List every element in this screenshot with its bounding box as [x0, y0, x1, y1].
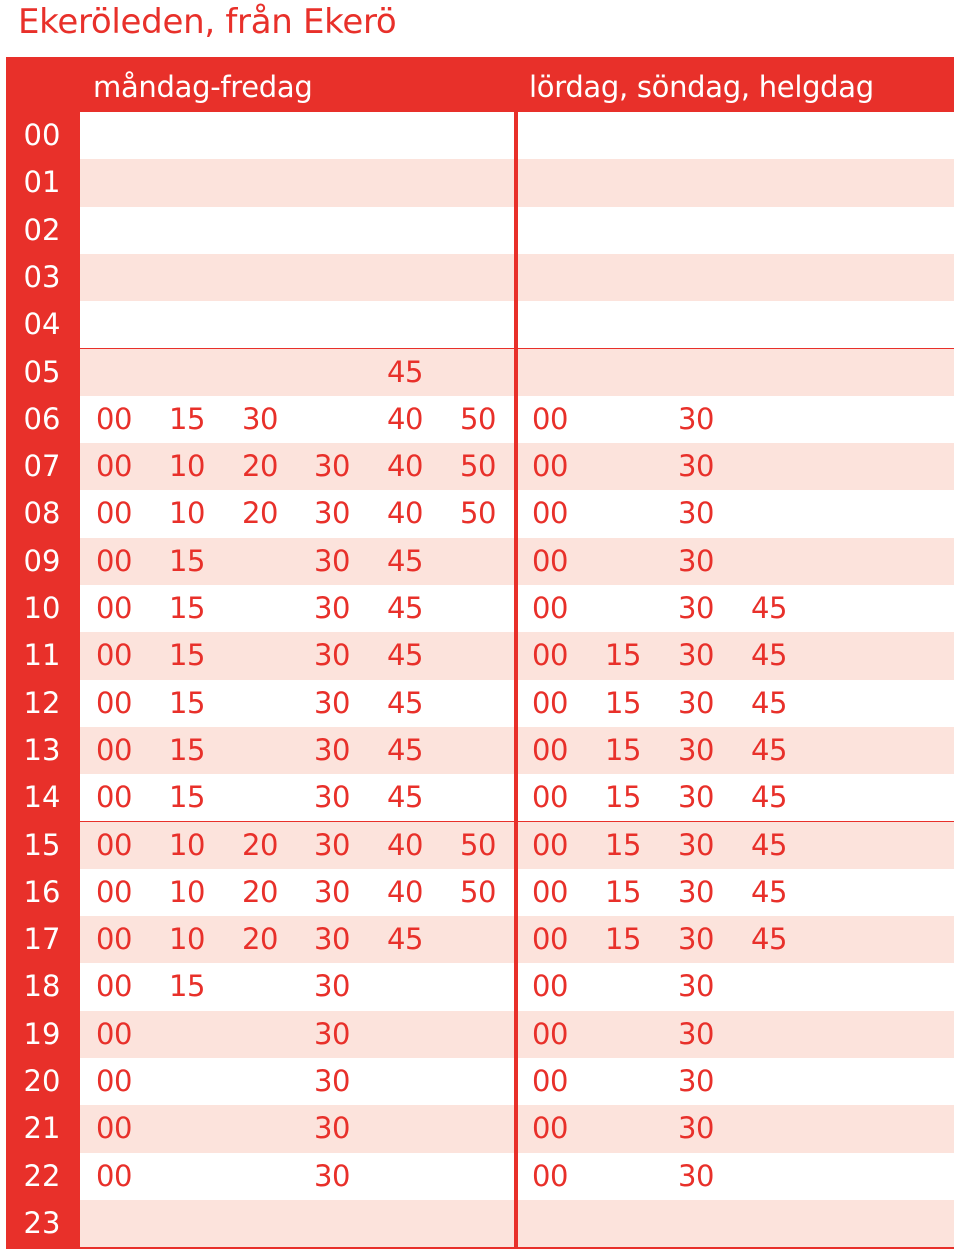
hour-label: 01: [23, 165, 61, 200]
departure-minute: 00: [532, 449, 568, 484]
weekend-cell: [518, 822, 954, 869]
departure-minute: 20: [242, 449, 278, 484]
departure-minute: 00: [96, 874, 132, 909]
departure-minute: 00: [96, 638, 132, 673]
departure-minute: 30: [314, 1111, 350, 1146]
departure-minute: 00: [532, 685, 568, 720]
weekend-cell: [518, 1200, 954, 1247]
departure-minute: 30: [314, 638, 350, 673]
departure-minute: 45: [387, 732, 423, 767]
departure-minute: 15: [605, 638, 641, 673]
departure-minute: 15: [605, 922, 641, 957]
departure-minute: 40: [387, 496, 423, 531]
departure-minute: 50: [460, 827, 496, 862]
hour-label: 16: [23, 874, 61, 909]
weekend-cell: [518, 490, 954, 537]
departure-minute: 20: [242, 922, 278, 957]
departure-minute: 00: [96, 543, 132, 578]
weekdays-cell: [80, 349, 514, 396]
departure-minute: 00: [532, 827, 568, 862]
weekend-cell: [518, 916, 954, 963]
departure-minute: 30: [314, 732, 350, 767]
page-title: Ekeröleden, från Ekerö: [18, 2, 397, 42]
table-row: [6, 254, 954, 301]
table-row: [6, 396, 954, 443]
weekend-cell: [518, 349, 954, 396]
departure-minute: 30: [678, 1064, 714, 1098]
hour-label: 13: [23, 732, 61, 767]
departure-minute: 50: [460, 874, 496, 909]
departure-minute: 45: [751, 827, 787, 862]
hour-label: 03: [23, 259, 61, 294]
table-row: [6, 1058, 954, 1105]
departure-minute: 00: [532, 1064, 568, 1098]
weekend-cell: [518, 301, 954, 348]
departure-minute: 00: [96, 1158, 132, 1193]
weekend-header: lördag, söndag, helgdag: [529, 70, 874, 104]
departure-minute: 45: [387, 354, 423, 389]
departure-minute: 30: [678, 449, 714, 484]
departure-minute: 00: [532, 969, 568, 1004]
departure-minute: 30: [678, 732, 714, 767]
departure-minute: 30: [678, 780, 714, 815]
weekend-cell: [518, 443, 954, 490]
departure-minute: 15: [605, 780, 641, 815]
departure-minute: 20: [242, 496, 278, 531]
weekdays-cell: [80, 916, 514, 963]
departure-minute: 30: [314, 1158, 350, 1193]
departure-minute: 00: [532, 591, 568, 625]
departure-minute: 30: [314, 780, 350, 815]
departure-minute: 00: [96, 1111, 132, 1146]
table-row: [6, 112, 954, 159]
departure-minute: 30: [678, 1111, 714, 1146]
table-row: [6, 632, 954, 679]
departure-minute: 45: [751, 732, 787, 767]
departure-minute: 00: [532, 1158, 568, 1193]
departure-minute: 30: [314, 922, 350, 957]
hour-label: 07: [23, 449, 61, 484]
weekend-cell: [518, 585, 954, 632]
departure-minute: 00: [532, 401, 568, 436]
table-row: [6, 1011, 954, 1058]
departure-minute: 40: [387, 827, 423, 862]
table-row: [6, 207, 954, 254]
departure-minute: 00: [532, 1016, 568, 1051]
departure-minute: 30: [678, 922, 714, 957]
departure-minute: 00: [532, 543, 568, 578]
departure-minute: 10: [169, 827, 205, 862]
table-row: [6, 585, 954, 632]
weekdays-cell: [80, 869, 514, 916]
departure-minute: 15: [605, 827, 641, 862]
departure-minute: 30: [678, 1158, 714, 1193]
hour-label: 20: [23, 1064, 61, 1098]
hour-label: 05: [23, 354, 61, 389]
table-row: [6, 159, 954, 206]
weekdays-cell: [80, 822, 514, 869]
weekdays-cell: [80, 774, 514, 821]
departure-minute: 30: [314, 685, 350, 720]
weekend-cell: [518, 538, 954, 585]
weekdays-cell: [80, 443, 514, 490]
departure-minute: 40: [387, 874, 423, 909]
departure-minute: 45: [751, 638, 787, 673]
weekend-cell: [518, 963, 954, 1010]
hour-label: 11: [23, 638, 61, 673]
hour-label: 10: [23, 591, 61, 625]
weekend-cell: [518, 1153, 954, 1200]
hour-label: 18: [23, 969, 61, 1004]
weekdays-cell: [80, 396, 514, 443]
weekdays-cell: [80, 159, 514, 206]
departure-minute: 50: [460, 449, 496, 484]
weekend-cell: [518, 159, 954, 206]
departure-minute: 00: [532, 780, 568, 815]
hour-label: 15: [23, 827, 61, 862]
weekend-cell: [518, 774, 954, 821]
hour-label: 12: [23, 685, 61, 720]
weekdays-cell: [80, 538, 514, 585]
departure-minute: 30: [314, 591, 350, 625]
departure-minute: 00: [96, 401, 132, 436]
departure-minute: 15: [605, 874, 641, 909]
hour-label: 22: [23, 1158, 61, 1193]
timetable-header: [6, 57, 954, 112]
weekdays-cell: [80, 963, 514, 1010]
weekdays-cell: [80, 585, 514, 632]
table-row: [6, 963, 954, 1010]
departure-minute: 10: [169, 449, 205, 484]
departure-minute: 10: [169, 496, 205, 531]
departure-minute: 15: [169, 401, 205, 436]
departure-minute: 00: [532, 496, 568, 531]
weekdays-cell: [80, 1153, 514, 1200]
hour-label: 04: [23, 307, 61, 342]
departure-minute: 15: [169, 638, 205, 673]
departure-minute: 45: [387, 591, 423, 625]
departure-minute: 45: [751, 922, 787, 957]
departure-minute: 45: [387, 922, 423, 957]
departure-minute: 30: [314, 874, 350, 909]
hour-label: 17: [23, 922, 61, 957]
departure-minute: 30: [314, 1064, 350, 1098]
weekend-cell: [518, 869, 954, 916]
weekdays-cell: [80, 112, 514, 159]
departure-minute: 00: [96, 685, 132, 720]
departure-minute: 40: [387, 449, 423, 484]
departure-minute: 45: [751, 780, 787, 815]
departure-minute: 30: [314, 449, 350, 484]
departure-minute: 45: [387, 780, 423, 815]
departure-minute: 10: [169, 874, 205, 909]
departure-minute: 30: [314, 827, 350, 862]
table-row: [6, 680, 954, 727]
hour-label: 14: [23, 780, 61, 815]
departure-minute: 00: [96, 1064, 132, 1098]
table-row: [6, 301, 954, 348]
table-row: [6, 443, 954, 490]
table-row: [6, 490, 954, 537]
departure-minute: 15: [169, 685, 205, 720]
departure-minute: 15: [169, 732, 205, 767]
departure-minute: 45: [751, 685, 787, 720]
weekdays-cell: [80, 1011, 514, 1058]
weekend-cell: [518, 207, 954, 254]
departure-minute: 00: [532, 638, 568, 673]
hour-label: 21: [23, 1111, 61, 1146]
departure-minute: 30: [314, 543, 350, 578]
departure-minute: 30: [678, 496, 714, 531]
table-row: [6, 727, 954, 774]
departure-minute: 30: [678, 543, 714, 578]
timetable: [6, 57, 954, 1249]
departure-minute: 00: [532, 1111, 568, 1146]
departure-minute: 45: [751, 591, 787, 625]
departure-minute: 40: [387, 401, 423, 436]
departure-minute: 30: [678, 827, 714, 862]
weekdays-cell: [80, 254, 514, 301]
departure-minute: 15: [169, 543, 205, 578]
hour-label: 06: [23, 401, 61, 436]
departure-minute: 00: [532, 922, 568, 957]
departure-minute: 30: [678, 401, 714, 436]
departure-minute: 20: [242, 874, 278, 909]
departure-minute: 00: [96, 827, 132, 862]
table-row: [6, 822, 954, 869]
table-row: [6, 538, 954, 585]
weekend-cell: [518, 632, 954, 679]
departure-minute: 30: [678, 591, 714, 625]
weekend-cell: [518, 727, 954, 774]
hour-label: 08: [23, 496, 61, 531]
departure-minute: 45: [751, 874, 787, 909]
weekdays-cell: [80, 1058, 514, 1105]
hour-label: 19: [23, 1016, 61, 1051]
table-row: [6, 916, 954, 963]
departure-minute: 50: [460, 496, 496, 531]
departure-minute: 15: [605, 685, 641, 720]
departure-minute: 00: [96, 1016, 132, 1051]
weekdays-cell: [80, 727, 514, 774]
table-row: [6, 1105, 954, 1152]
table-row: [6, 869, 954, 916]
departure-minute: 50: [460, 401, 496, 436]
departure-minute: 45: [387, 685, 423, 720]
weekdays-cell: [80, 207, 514, 254]
departure-minute: 15: [169, 780, 205, 815]
departure-minute: 00: [96, 922, 132, 957]
weekdays-cell: [80, 490, 514, 537]
weekdays-cell: [80, 1200, 514, 1247]
departure-minute: 00: [96, 969, 132, 1004]
hour-label: 09: [23, 543, 61, 578]
table-row: [6, 349, 954, 396]
departure-minute: 00: [96, 732, 132, 767]
weekdays-header: måndag-fredag: [93, 70, 313, 104]
weekdays-cell: [80, 1105, 514, 1152]
departure-minute: 45: [387, 638, 423, 673]
departure-minute: 45: [387, 543, 423, 578]
departure-minute: 00: [532, 874, 568, 909]
departure-minute: 15: [169, 969, 205, 1004]
weekdays-cell: [80, 632, 514, 679]
weekend-cell: [518, 112, 954, 159]
departure-minute: 30: [314, 1016, 350, 1051]
weekend-cell: [518, 1011, 954, 1058]
departure-minute: 20: [242, 827, 278, 862]
departure-minute: 30: [678, 1016, 714, 1051]
departure-minute: 30: [678, 685, 714, 720]
weekend-cell: [518, 1105, 954, 1152]
departure-minute: 15: [605, 732, 641, 767]
departure-minute: 00: [96, 780, 132, 815]
weekend-cell: [518, 396, 954, 443]
weekdays-cell: [80, 301, 514, 348]
departure-minute: 30: [678, 638, 714, 673]
weekend-cell: [518, 254, 954, 301]
departure-minute: 00: [96, 449, 132, 484]
departure-minute: 30: [678, 874, 714, 909]
departure-minute: 00: [532, 732, 568, 767]
departure-minute: 15: [169, 591, 205, 625]
departure-minute: 30: [678, 969, 714, 1004]
weekend-cell: [518, 1058, 954, 1105]
departure-minute: 30: [314, 496, 350, 531]
departure-minute: 30: [314, 969, 350, 1004]
departure-minute: 30: [242, 401, 278, 436]
departure-minute: 00: [96, 591, 132, 625]
table-row: [6, 1153, 954, 1200]
departure-minute: 10: [169, 922, 205, 957]
weekend-cell: [518, 680, 954, 727]
weekdays-cell: [80, 680, 514, 727]
hour-label: 23: [23, 1205, 61, 1240]
table-row: [6, 1200, 954, 1247]
table-row: [6, 774, 954, 821]
hour-label: 02: [23, 212, 61, 247]
departure-minute: 00: [96, 496, 132, 531]
hour-label: 00: [23, 118, 61, 152]
